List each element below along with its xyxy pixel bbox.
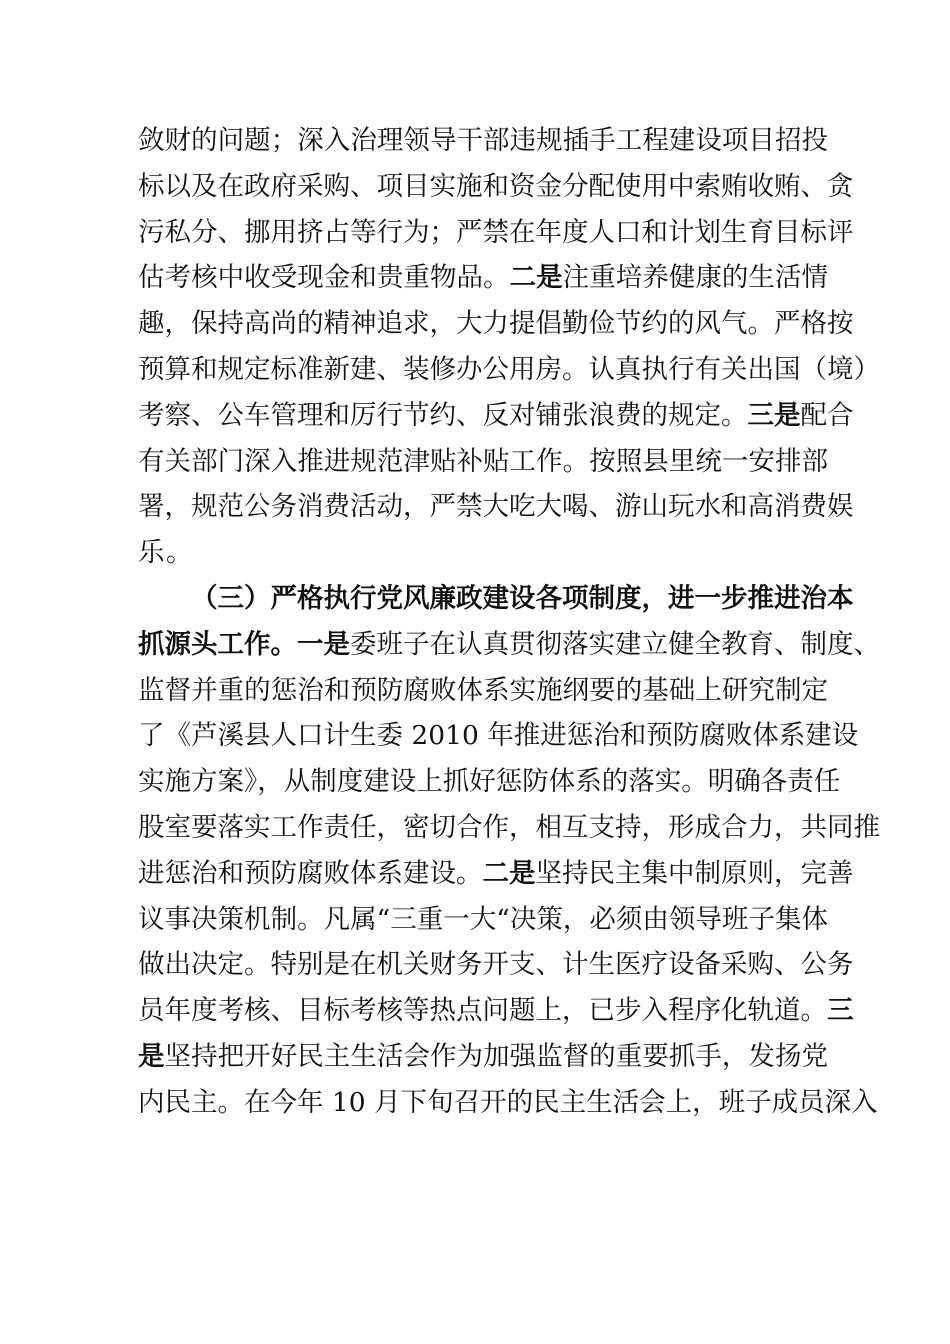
- paragraph-2-line: [138, 805, 880, 851]
- paragraph-1-line: [138, 439, 828, 485]
- text-run: 进惩治和预防腐败体系建设。: [138, 857, 483, 889]
- bold-text: 是: [138, 1040, 165, 1072]
- paragraph-2: [138, 576, 880, 1126]
- paragraph-2-line: [138, 668, 828, 714]
- text-run: 坚持把开好民主生活会作为加强监督的重要抓手，发扬党: [164, 1040, 829, 1072]
- paragraph-1-line: [138, 118, 828, 164]
- bold-text: 抓源头工作。一是: [138, 628, 350, 660]
- text-run: 内民主。在今年 10 月下旬召开的民主生活会上，班子成员深入: [138, 1086, 878, 1118]
- paragraph-2-line: [138, 576, 854, 622]
- text-run: 标以及在政府采购、项目实施和资金分配使用中索贿收贿、贪: [138, 170, 854, 202]
- bold-text: 三: [827, 995, 854, 1027]
- text-run: 署，规范公务消费活动，严禁大吃大喝、游山玩水和高消费娱: [138, 491, 854, 523]
- text-run: 员年度考核、目标考核等热点问题上，已步入程序化轨道。: [138, 995, 827, 1027]
- text-run: 有关部门深入推进规范津贴补贴工作。按照县里统一安排部: [138, 445, 828, 477]
- bold-text: 二是: [509, 262, 563, 294]
- text-run: 配合: [800, 399, 854, 431]
- text-run: 监督并重的惩治和预防腐败体系实施纲要的基础上研究制定: [138, 674, 828, 706]
- paragraph-1-line: [138, 210, 854, 256]
- text-run: 议事决策机制。凡属“三重一大“决策，必须由领导班子集体: [138, 903, 828, 935]
- paragraph-2-line: [138, 1034, 828, 1080]
- text-run: 估考核中收受现金和贵重物品。: [138, 262, 510, 294]
- text-run: 坚持民主集中制原则，完善: [535, 857, 854, 889]
- paragraph-2-line: [138, 988, 854, 1034]
- text-run: 敛财的问题；深入治理领导干部违规插手工程建设项目招投: [138, 125, 828, 156]
- text-run: 乐。: [138, 537, 194, 569]
- paragraph-2-line: [138, 942, 854, 988]
- paragraph-2-line: [138, 759, 841, 805]
- paragraph-1-line: [138, 347, 880, 393]
- text-run: 了《芦溪县人口计生委 2010 年推进惩治和预防腐败体系建设: [138, 720, 859, 752]
- text-run: 考察、公车管理和厉行节约、反对铺张浪费的规定。: [138, 399, 748, 431]
- text-run: 股室要落实工作责任，密切合作，相互支持，形成合力，共同推: [138, 811, 880, 843]
- paragraph-1-line: [138, 255, 828, 301]
- paragraph-2-line: [138, 713, 859, 759]
- paragraph-1: [138, 118, 880, 576]
- paragraph-1-line: [138, 301, 854, 347]
- paragraph-2-line: [138, 851, 854, 897]
- paragraph-1-line: [138, 484, 854, 530]
- body-text: [138, 118, 880, 1126]
- paragraph-2-line: [138, 1080, 878, 1126]
- text-run: 做出决定。特别是在机关财务开支、计生医疗设备采购、公务: [138, 949, 854, 981]
- bold-text: 二是: [482, 857, 536, 889]
- text-run: 污私分、挪用挤占等行为；严禁在年度人口和计划生育目标评: [138, 216, 854, 248]
- paragraph-2-line: [138, 897, 828, 943]
- text-run: 预算和规定标准新建、装修办公用房。认真执行有关出国（境）: [138, 353, 880, 385]
- text-run: 实施方案》，从制度建设上抓好惩防体系的落实。明确各责任: [138, 766, 841, 798]
- bold-text: 三是: [747, 399, 801, 431]
- text-run: 注重培养健康的生活情: [562, 262, 829, 294]
- paragraph-2-line: [138, 622, 880, 668]
- bold-text: （三）严格执行党风廉政建设各项制度，进一步推进治本: [191, 582, 854, 614]
- paragraph-1-line: [138, 530, 828, 576]
- text-run: 趣，保持高尚的精神追求，大力提倡勤俭节约的风气。严格按: [138, 308, 854, 340]
- paragraph-1-line: [138, 393, 854, 439]
- paragraph-1-line: [138, 164, 854, 210]
- text-run: 委班子在认真贯彻落实建立健全教育、制度、: [350, 628, 880, 660]
